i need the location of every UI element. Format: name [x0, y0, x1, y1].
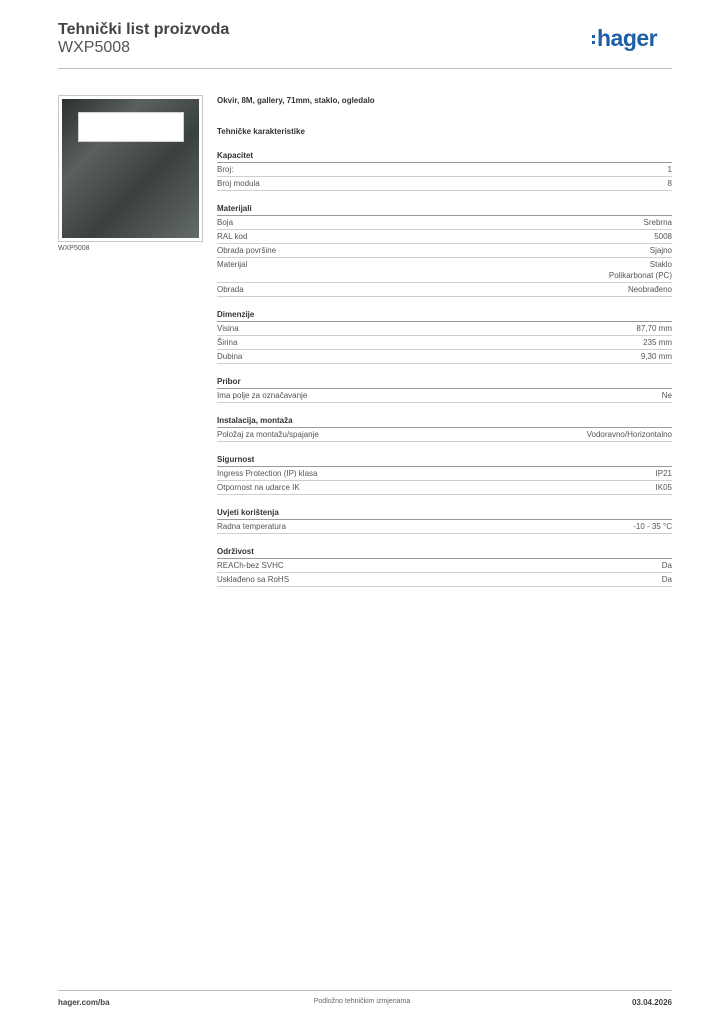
- spec-label: RAL kod: [217, 232, 248, 241]
- section-title: Sigurnost: [217, 454, 672, 467]
- spec-row: [217, 258, 672, 283]
- section-title: Instalacija, montaža: [217, 415, 672, 428]
- footer-website: hager.com/ba: [58, 998, 110, 1007]
- spec-value: 1: [667, 165, 672, 174]
- spec-label: Obrada površine: [217, 246, 277, 255]
- product-code: WXP5008: [58, 39, 131, 56]
- spec-row: [217, 350, 672, 364]
- spec-section: [217, 203, 672, 297]
- spec-label: Širina: [217, 338, 238, 347]
- spec-row: [217, 467, 672, 481]
- spec-content: [217, 95, 672, 587]
- spec-label: Boja: [217, 218, 234, 227]
- spec-section: [217, 309, 672, 364]
- spec-value: 235 mm: [643, 338, 672, 347]
- frame-plate: [62, 99, 199, 238]
- spec-value: Srebrna: [643, 218, 672, 227]
- section-title: Kapacitet: [217, 150, 672, 163]
- spec-value: 87,70 mm: [636, 324, 672, 333]
- spec-section: [217, 454, 672, 495]
- spec-label: Materijal: [217, 260, 248, 269]
- spec-row: [217, 559, 672, 573]
- spec-section: [217, 546, 672, 587]
- spec-row: [217, 481, 672, 495]
- section-title: Održivost: [217, 546, 672, 559]
- product-description: Okvir, 8M, gallery, 71mm, staklo, ogledalo: [217, 96, 375, 105]
- spec-value: Vodoravno/Horizontalno: [586, 430, 672, 439]
- spec-section: [217, 150, 672, 191]
- spec-label: Obrada: [217, 285, 244, 294]
- spec-label: Ima polje za označavanje: [217, 391, 308, 400]
- spec-row: [217, 389, 672, 403]
- spec-row: [217, 177, 672, 191]
- spec-row: [217, 322, 672, 336]
- spec-row: [217, 573, 672, 587]
- spec-value: Da: [661, 561, 672, 570]
- spec-row: [217, 428, 672, 442]
- spec-value: IP21: [655, 469, 672, 478]
- spec-label: Dubina: [217, 352, 243, 361]
- spec-row: [217, 283, 672, 297]
- spec-row: [217, 336, 672, 350]
- section-title: Uvjeti korištenja: [217, 507, 672, 520]
- spec-row: [217, 163, 672, 177]
- spec-row: [217, 216, 672, 230]
- spec-label: Radna temperatura: [217, 522, 286, 531]
- footer-notice: Podložno tehničkim izmjenama: [313, 998, 411, 1005]
- spec-sections: [217, 150, 672, 587]
- spec-value: Staklo Polikarbonat (PC): [608, 260, 672, 280]
- tech-characteristics-title: Tehničke karakteristike: [217, 127, 305, 136]
- section-title: Pribor: [217, 376, 672, 389]
- spec-value: 9,30 mm: [640, 352, 672, 361]
- spec-label: Ingress Protection (IP) klasa: [217, 469, 318, 478]
- spec-section: [217, 376, 672, 403]
- footer-date: 03.04.2026: [631, 998, 672, 1007]
- spec-value: 8: [667, 179, 672, 188]
- footer-divider: [58, 990, 672, 991]
- spec-row: [217, 230, 672, 244]
- spec-label: Usklađeno sa RoHS: [217, 575, 290, 584]
- spec-section: [217, 507, 672, 534]
- section-title: Materijali: [217, 203, 672, 216]
- spec-value: 5008: [654, 232, 672, 241]
- spec-label: Položaj za montažu/spajanje: [217, 430, 319, 439]
- logo-dots-icon: [592, 34, 595, 46]
- spec-label: Broj:: [217, 165, 234, 174]
- spec-value: Ne: [661, 391, 672, 400]
- image-caption: WXP5008: [58, 245, 90, 252]
- logo-text: hager: [597, 25, 658, 51]
- spec-value: IK05: [655, 483, 672, 492]
- header-divider: [58, 68, 672, 69]
- spec-row: [217, 244, 672, 258]
- page-title: Tehnički list proizvoda: [58, 21, 230, 38]
- spec-label: Broj modula: [217, 179, 260, 188]
- frame-opening: [78, 112, 184, 142]
- spec-label: Visina: [217, 324, 239, 333]
- spec-value: -10 - 35 °C: [633, 522, 672, 531]
- spec-value: Sjajno: [649, 246, 672, 255]
- spec-value: Da: [661, 575, 672, 584]
- hager-logo: [592, 27, 657, 50]
- spec-row: [217, 520, 672, 534]
- section-title: Dimenzije: [217, 309, 672, 322]
- spec-value: Neobrađeno: [627, 285, 672, 294]
- spec-label: Otpornost na udarce IK: [217, 483, 300, 492]
- spec-label: REACh-bez SVHC: [217, 561, 284, 570]
- product-image: [58, 95, 203, 242]
- spec-section: [217, 415, 672, 442]
